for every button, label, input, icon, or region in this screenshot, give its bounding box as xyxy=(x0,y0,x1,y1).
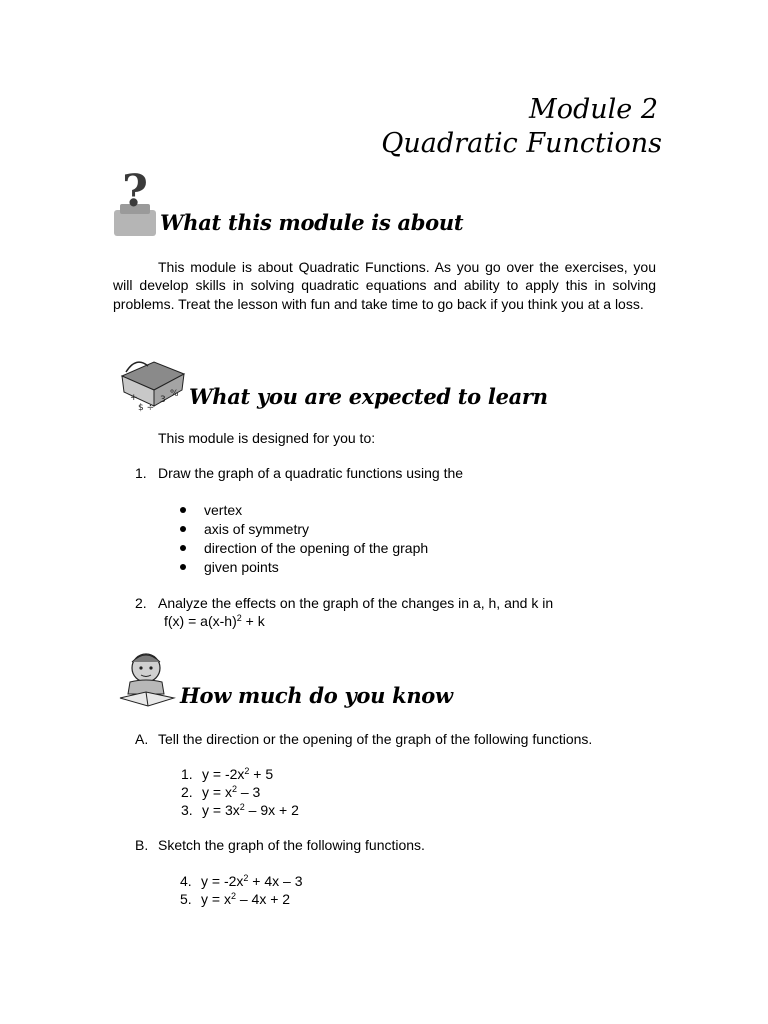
bullet-icon xyxy=(180,564,186,570)
module-number: Module 2 xyxy=(529,94,658,125)
section-heading-learn: What you are expected to learn xyxy=(189,384,548,409)
section-heading-about: What this module is about xyxy=(160,210,464,235)
part-b-instructions: Sketch the graph of the following functions. xyxy=(158,837,425,853)
question-mark-icon xyxy=(110,166,160,240)
svg-text:?: ? xyxy=(122,166,148,217)
bullet-item: direction of the opening of the graph xyxy=(204,540,429,556)
bullet-item: given points xyxy=(204,559,279,575)
learn-item-1: Draw the graph of a quadratic functions using the xyxy=(158,465,464,481)
problem-equation: $y = x^2 - 4x + 2$ xyxy=(201,891,291,907)
learn-item-1-number: 1. xyxy=(135,465,147,481)
problem-equation: $y = -2x^2 + 5$ xyxy=(202,766,274,782)
part-a-letter: A. xyxy=(135,731,149,747)
problem-equation: $y = x^2 - 3$ xyxy=(202,784,261,800)
module-title: Quadratic Functions xyxy=(381,128,662,159)
svg-text:$ ÷: $ ÷ xyxy=(138,403,155,413)
problem-equation: $y = -2x^2 + 4x - 3$ xyxy=(201,873,303,889)
problem-equation: $y = 3x^2 - 9x + 2$ xyxy=(202,802,299,818)
problem-number: 4. xyxy=(180,873,192,889)
about-paragraph: This module is about Quadratic Functions. As you go over the exercises, you will develop skills in solving quadratic equations and ability to apply this in solving problems. Treat the lesson with fun and take time to go back if you think you at a loss. xyxy=(113,259,656,312)
part-a-instructions: Tell the direction or the opening of the graph of the following functions. xyxy=(158,731,593,747)
student-reading-icon xyxy=(116,648,178,710)
learn-item-2: Analyze the effects on the graph of the changes in a, h, and k in xyxy=(158,595,554,611)
problem-number: 2. xyxy=(181,784,193,800)
problem-number: 5. xyxy=(180,891,192,907)
bullet-icon xyxy=(180,526,186,532)
bullet-item: vertex xyxy=(204,502,243,518)
learn-intro: This module is designed for you to: xyxy=(158,430,376,446)
part-b-letter: B. xyxy=(135,837,149,853)
vertex-form-formula: $f(x) = a(x-h)^2 + k$ xyxy=(164,613,265,629)
bullet-icon xyxy=(180,545,186,551)
learn-item-2-number: 2. xyxy=(135,595,147,611)
problem-number: 1. xyxy=(181,766,193,782)
section-heading-know: How much do you know xyxy=(180,683,453,708)
math-toolbox-icon xyxy=(114,352,190,414)
svg-text:+: + xyxy=(130,393,138,403)
svg-text:%: % xyxy=(170,389,179,399)
bullet-icon xyxy=(180,507,186,513)
svg-text:3: 3 xyxy=(160,395,166,405)
problem-number: 3. xyxy=(181,802,193,818)
bullet-item: axis of symmetry xyxy=(204,521,310,537)
